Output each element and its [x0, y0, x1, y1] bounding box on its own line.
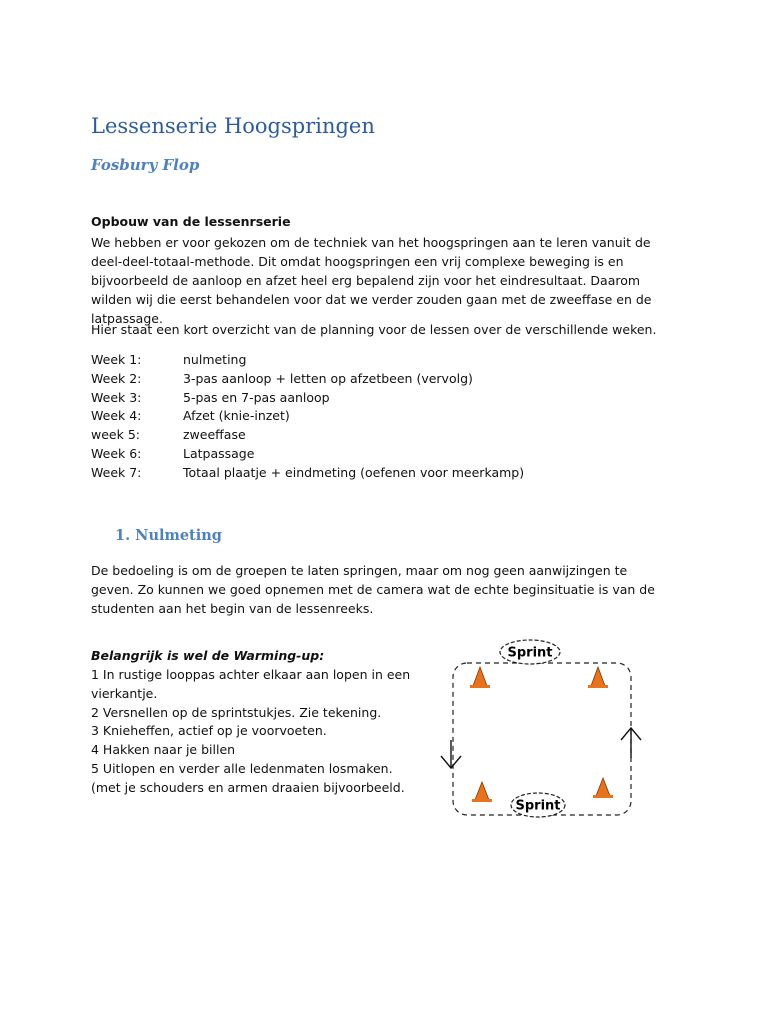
week-topic: Latpassage	[183, 445, 255, 461]
sprint-label-top	[500, 640, 560, 664]
week-row	[91, 407, 651, 426]
overview-paragraph: Hier staat een kort overzicht van de planning voor de lessen over de verschillende weken.	[91, 322, 657, 337]
week-row	[91, 370, 651, 389]
cone-icon	[470, 667, 490, 688]
week-label: week 5:	[91, 427, 140, 443]
cone-icon	[593, 778, 613, 798]
week-label: Week 7:	[91, 464, 142, 480]
warmup-heading: Belangrijk is wel de Warming-up:	[91, 648, 325, 663]
week-topic: Totaal plaatje + eindmeting (oefenen voor meerkamp)	[183, 464, 525, 480]
week-row	[91, 351, 651, 370]
page-title: Lessenserie Hoogspringen	[91, 114, 375, 138]
week-schedule	[91, 351, 651, 483]
week-topic: Afzet (knie-inzet)	[183, 408, 290, 424]
week-row	[91, 464, 651, 483]
page-subtitle: Fosbury Flop	[91, 156, 200, 174]
cone-icon	[588, 667, 608, 688]
arrow-down-icon	[441, 740, 461, 768]
week-topic: nulmeting	[183, 352, 247, 367]
week-topic: 3-pas aanloop + letten op afzetbeen (vervolg)	[183, 370, 473, 386]
section-heading: Opbouw van de lessenrserie	[91, 214, 291, 229]
week-label: Week 2:	[91, 370, 142, 386]
intro-paragraph: We hebben er voor gekozen om de techniek van het hoogspringen aan te leren vanuit de deel-deel-totaal-methode. Dit omdat hoogspringen een vrij complexe beweging is en bijvoorbeeld de aanloop en afzet heel erg bepalend zijn voor het eindresultaat. Daarom wilden wij die eerst behandelen voor dat we verder zouden gaan met de zweeffase en de latpassage.	[91, 235, 652, 326]
week-topic: zweeffase	[183, 427, 246, 443]
sprint-text-bottom: Sprint	[515, 798, 561, 814]
week-row	[91, 445, 651, 464]
sprint-text-top: Sprint	[507, 645, 553, 661]
week-topic: 5-pas en 7-pas aanloop	[183, 389, 330, 405]
week-label: Week 4:	[91, 408, 142, 424]
week-label: Week 1:	[91, 352, 142, 367]
warmup-diagram	[430, 630, 650, 825]
warmup-item: 3 Knieheffen, actief op je voorvoeten.	[91, 723, 327, 739]
week-label: Week 6:	[91, 445, 142, 461]
week-row	[91, 389, 651, 408]
arrow-up-icon	[621, 728, 641, 758]
warmup-item: 2 Versnellen op de sprintstukjes. Zie tekening.	[91, 704, 382, 720]
warmup-list	[91, 666, 426, 798]
warmup-item: 5 Uitlopen en verder alle ledenmaten losmaken. (met je schouders en armen draaien bijvoorbeeld.	[91, 760, 405, 795]
nulmeting-paragraph: De bedoeling is om de groepen te laten springen, maar om nog geen aanwijzingen te geven. Zo kunnen we goed opnemen met de camera wat de echte beginsituatie is van de studenten aan het begin van de lessenreeks.	[91, 563, 655, 616]
week-row	[91, 426, 651, 445]
nulmeting-heading: 1. Nulmeting	[115, 527, 222, 544]
warmup-item: 4 Hakken naar je billen	[91, 742, 236, 758]
week-label: Week 3:	[91, 389, 142, 405]
cone-icon	[472, 782, 492, 802]
warmup-item: 1 In rustige looppas achter elkaar aan lopen in een vierkantje.	[91, 667, 411, 701]
sprint-label-bottom	[511, 793, 565, 817]
